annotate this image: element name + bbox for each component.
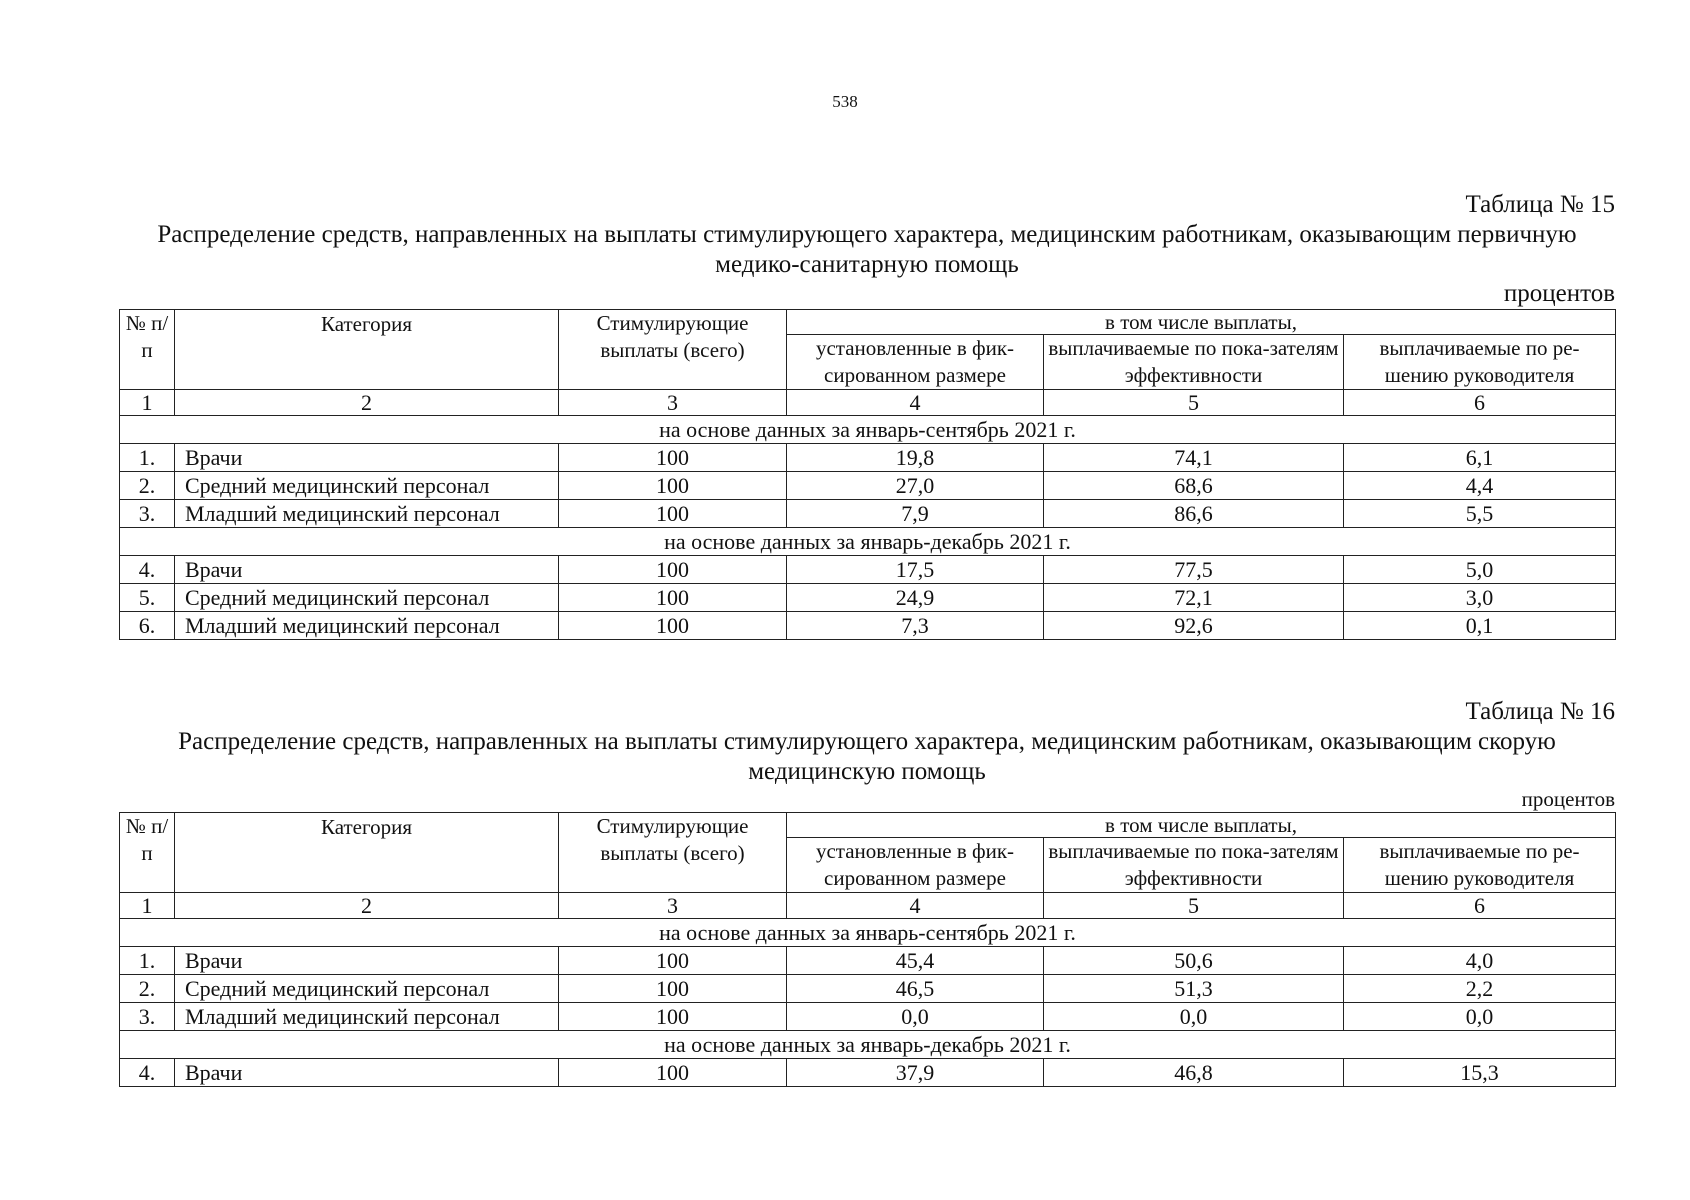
row-total: 100 [559, 584, 787, 612]
table-row [120, 444, 1616, 472]
row-manager: 3,0 [1344, 584, 1616, 612]
data-table [119, 812, 1616, 1087]
header-including: в том числе выплаты, [787, 310, 1616, 335]
row-manager: 15,3 [1344, 1059, 1616, 1087]
row-manager: 2,2 [1344, 975, 1616, 1003]
column-number: 1 [120, 390, 175, 416]
row-no: 5. [120, 584, 175, 612]
header-total: Стимулирующие выплаты (всего) [559, 310, 787, 390]
data-table [119, 309, 1616, 640]
row-fixed: 19,8 [787, 444, 1044, 472]
table-row [120, 947, 1616, 975]
header-category: Категория [175, 310, 559, 390]
row-category: Средний медицинский персонал [175, 472, 559, 500]
row-category: Младший медицинский персонал [175, 1003, 559, 1031]
header-no: № п/п [120, 310, 175, 390]
column-number: 5 [1044, 390, 1344, 416]
table-row [120, 472, 1616, 500]
header-category: Категория [175, 813, 559, 893]
row-efficiency: 77,5 [1044, 556, 1344, 584]
row-efficiency: 86,6 [1044, 500, 1344, 528]
row-efficiency: 92,6 [1044, 612, 1344, 640]
table-row [120, 1059, 1616, 1087]
row-fixed: 0,0 [787, 1003, 1044, 1031]
row-fixed: 7,3 [787, 612, 1044, 640]
row-fixed: 45,4 [787, 947, 1044, 975]
row-no: 6. [120, 612, 175, 640]
column-number: 6 [1344, 893, 1616, 919]
row-fixed: 37,9 [787, 1059, 1044, 1087]
header-fixed: установленные в фик-сированном размере [787, 838, 1044, 893]
column-number: 3 [559, 893, 787, 919]
column-number: 2 [175, 893, 559, 919]
column-number: 2 [175, 390, 559, 416]
row-category: Младший медицинский персонал [175, 612, 559, 640]
section-row: на основе данных за январь-декабрь 2021 г. [120, 528, 1616, 556]
row-fixed: 7,9 [787, 500, 1044, 528]
row-efficiency: 68,6 [1044, 472, 1344, 500]
table-number: Таблица № 16 [1465, 698, 1615, 725]
row-no: 3. [120, 500, 175, 528]
row-fixed: 17,5 [787, 556, 1044, 584]
section-row: на основе данных за январь-сентябрь 2021 г. [120, 919, 1616, 947]
column-number: 6 [1344, 390, 1616, 416]
row-total: 100 [559, 556, 787, 584]
header-including: в том числе выплаты, [787, 813, 1616, 838]
row-efficiency: 46,8 [1044, 1059, 1344, 1087]
units-label: процентов [1503, 280, 1615, 307]
table-number: Таблица № 15 [1465, 191, 1615, 218]
units-label: процентов [1521, 787, 1615, 811]
row-no: 4. [120, 1059, 175, 1087]
row-total: 100 [559, 1059, 787, 1087]
row-fixed: 46,5 [787, 975, 1044, 1003]
row-total: 100 [559, 612, 787, 640]
row-fixed: 27,0 [787, 472, 1044, 500]
row-category: Врачи [175, 1059, 559, 1087]
row-category: Средний медицинский персонал [175, 975, 559, 1003]
table-title: Распределение средств, направленных на выплаты стимулирующего характера, медицинским работникам, оказывающим первичную медико-санитарную помощь [157, 221, 1577, 278]
row-efficiency: 50,6 [1044, 947, 1344, 975]
row-manager: 4,4 [1344, 472, 1616, 500]
column-number: 1 [120, 893, 175, 919]
row-no: 2. [120, 975, 175, 1003]
row-fixed: 24,9 [787, 584, 1044, 612]
row-total: 100 [559, 1003, 787, 1031]
row-efficiency: 74,1 [1044, 444, 1344, 472]
row-category: Средний медицинский персонал [175, 584, 559, 612]
row-no: 2. [120, 472, 175, 500]
row-total: 100 [559, 947, 787, 975]
header-manager: выплачиваемые по ре-шению руководителя [1344, 335, 1616, 390]
table-row [120, 1003, 1616, 1031]
table-row [120, 584, 1616, 612]
row-no: 1. [120, 444, 175, 472]
header-efficiency: выплачиваемые по пока-зателям эффективности [1044, 838, 1344, 893]
table-title: Распределение средств, направленных на выплаты стимулирующего характера, медицинским работникам, оказывающим скорую медицинскую помощь [178, 728, 1556, 785]
column-number: 4 [787, 390, 1044, 416]
row-manager: 5,0 [1344, 556, 1616, 584]
table-15-block [119, 190, 1615, 640]
column-number: 5 [1044, 893, 1344, 919]
table-row [120, 975, 1616, 1003]
row-category: Врачи [175, 444, 559, 472]
table-row [120, 500, 1616, 528]
row-no: 3. [120, 1003, 175, 1031]
table-row [120, 612, 1616, 640]
row-category: Младший медицинский персонал [175, 500, 559, 528]
row-manager: 0,0 [1344, 1003, 1616, 1031]
row-manager: 4,0 [1344, 947, 1616, 975]
header-efficiency: выплачиваемые по пока-зателям эффективности [1044, 335, 1344, 390]
section-row: на основе данных за январь-сентябрь 2021 г. [120, 416, 1616, 444]
header-no: № п/п [120, 813, 175, 893]
row-total: 100 [559, 444, 787, 472]
row-efficiency: 0,0 [1044, 1003, 1344, 1031]
table-16-block [119, 697, 1615, 1087]
header-fixed: установленные в фик-сированном размере [787, 335, 1044, 390]
row-no: 4. [120, 556, 175, 584]
row-total: 100 [559, 472, 787, 500]
row-efficiency: 72,1 [1044, 584, 1344, 612]
table-row [120, 556, 1616, 584]
column-number: 3 [559, 390, 787, 416]
row-category: Врачи [175, 947, 559, 975]
row-no: 1. [120, 947, 175, 975]
row-category: Врачи [175, 556, 559, 584]
row-efficiency: 51,3 [1044, 975, 1344, 1003]
row-total: 100 [559, 500, 787, 528]
row-total: 100 [559, 975, 787, 1003]
header-total: Стимулирующие выплаты (всего) [559, 813, 787, 893]
row-manager: 0,1 [1344, 612, 1616, 640]
page-number: 538 [832, 92, 858, 111]
column-number: 4 [787, 893, 1044, 919]
row-manager: 6,1 [1344, 444, 1616, 472]
section-row: на основе данных за январь-декабрь 2021 г. [120, 1031, 1616, 1059]
row-manager: 5,5 [1344, 500, 1616, 528]
header-manager: выплачиваемые по ре-шению руководителя [1344, 838, 1616, 893]
